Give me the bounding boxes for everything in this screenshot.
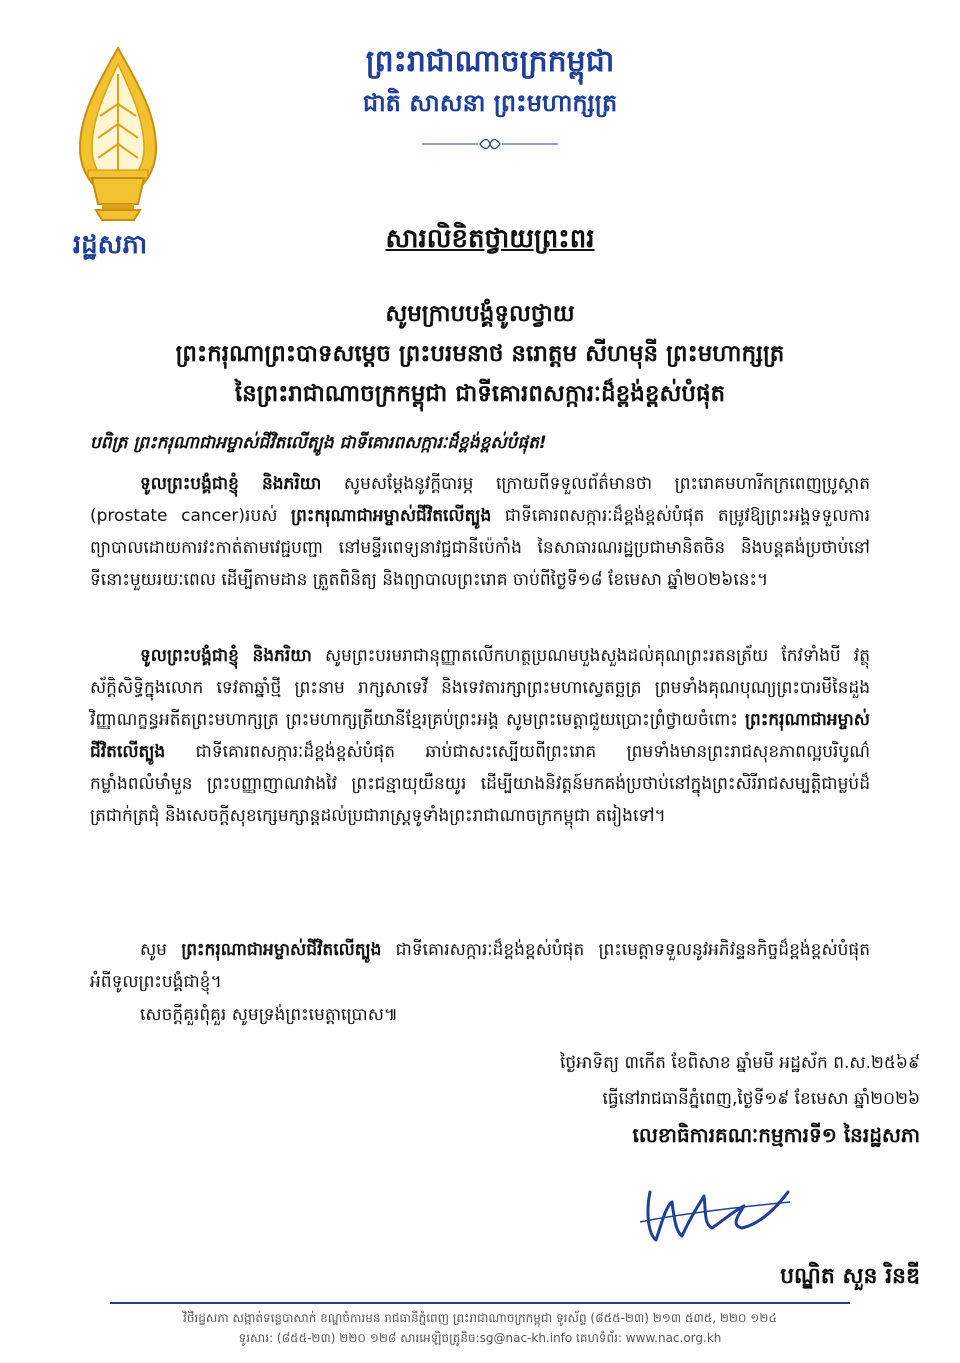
paragraph-2-king: ព្រះករុណាជាអម្ចាស់ជីវិតលើត្បូង bbox=[90, 710, 870, 762]
handwritten-signature-icon bbox=[620, 1162, 800, 1252]
heading-line-3: នៃព្រះរាជាណាចក្រកម្ពុជា ជាទីគោរពសក្ការៈដ៏ខ្ពង់ខ្ពស់បំផុត bbox=[234, 381, 726, 407]
national-motto: ជាតិ សាសនា ព្រះមហាក្សត្រ bbox=[362, 89, 618, 117]
paragraph-3-text-b: ជាទីគោរសក្ការៈដ៏ខ្ពង់ខ្ពស់បំផុត ព្រះមេត្តាទទួលនូវអភិវន្ទនកិច្ចដ៏ខ្ពង់ខ្ពស់បំផុត អំពីទូលព្រះបង្គំជាខ្ញុំ។ bbox=[90, 940, 870, 992]
paragraph-2-text-b: ជាទីគោរពសក្ការៈដ៏ខ្ពង់ខ្ពស់បំផុត ឆាប់ជាសះស្បើយពីព្រះរោគ ព្រមទាំងមានព្រះរាជសុខភាពល្អបរិបូណ៌ កម្លាំងពលំមាំមួន ព្រះបញ្ញាញាណវាងវៃ ព្រះជន្មាយុយឺនយូរ ដើម្បីយាងនិវត្តន៍មកគង់ប្រថាប់នៅក្នុងព្រះសិរីរាជសម្បត្តិជាម្លប់ដ៏ត្រជាក់ត្រជុំ និងសេចក្តីសុខក្សេមក្សាន្តដល់ប្រជារាស្ត្រទូទាំងព្រះរាជាណាចក្រកម្ពុជា តរៀងទៅ។ bbox=[90, 742, 870, 826]
salutation: បពិត្រ ព្រះករុណាជាអម្ចាស់ជីវិតលើត្បូង ជាទីគោរពសក្ការៈដ៏ខ្ពង់ខ្ពស់បំផុត! bbox=[90, 433, 547, 453]
paragraph-2 bbox=[90, 640, 870, 832]
paragraph-3-king: ព្រះករុណាជាអម្ចាស់ជីវិតលើត្បូង bbox=[181, 940, 382, 960]
paragraph-3 bbox=[90, 934, 870, 998]
lunar-date: ថ្ងៃអាទិត្យ ៣កើត ខែពិសាខ ឆ្នាំមមី អដ្ឋស័ក ព.ស.២៥៦៩ bbox=[560, 1053, 920, 1073]
footer-address: វិថីរដ្ឋសភា សង្កាត់ទន្លេបាសាក់ ខណ្ឌចំការមន រាជធានីភ្នំពេញ ព្រះរាជាណាចក្រកម្ពុជា ទូរស័ព្ទ (៨៥៥-២៣) ២១៣ ៥៣៥, ២២០ ១២៤ bbox=[183, 1311, 777, 1325]
heading-line-2: ព្រះករុណាព្រះបាទសម្តេច ព្រះបរមនាថ នរោត្តម សីហមុនី ព្រះមហាក្សត្រ bbox=[175, 341, 785, 367]
paragraph-1-king: ព្រះករុណាជាអម្ចាស់ជីវិតលើត្បូង bbox=[291, 506, 492, 526]
logo-caption: រដ្ឋសភា bbox=[72, 230, 148, 260]
paragraph-1-text-b: ជាទីគោរពសក្ការៈដ៏ខ្ពង់ខ្ពស់បំផុត តម្រូវឱ្យព្រះអង្គទទួលការព្យាបាលដោយការវះកាត់តាមវេជ្ជបញ្ជា នៅមន្ទីរពេទ្យនាវជ្ជជានីប៉េកាំង នៃសាធារណរដ្ឋប្រជាមានិតចិន និងបន្តគង់ប្រថាប់នៅទីនោះមួយរយៈពេល ដើម្បីតាមដាន ត្រួតពិនិត្យ និងព្យាបាលព្រះរោគ ចាប់ពីថ្ងៃទី១៨ ខែមេសា ឆ្នាំ២០២៦នេះ។ bbox=[90, 506, 871, 590]
heading-line-1: សូមក្រាបបង្គំទូលថ្វាយ bbox=[385, 301, 575, 327]
paragraph-2-text-a: សូមព្រះបរមរាជានុញ្ញាតលើកហត្ថប្រណមបួងសួងដល់គុណព្រះរតនត្រ័យ កែវទាំងបី វត្ថុស័ក្តិសិទ្ធិក្នុងលោក ទេវតាឆ្នាំថ្មី ព្រះនាម រាក្សសាទេវី និងទេវតារក្សាព្រះមហាស្វេតច្ឆត្រ ព្រមទាំងគុណបុណ្យព្រះបារមីនៃដួងវិញ្ញាណក្ខន្ធអតីតព្រះមហាក្សត្រ ព្រះមហាក្សត្រីយានីខ្មែរគ្រប់ព្រះអង្គ សូមព្រះមេត្តាជួយប្រោះព្រំថ្វាយចំពោះ bbox=[90, 646, 870, 730]
footer-divider bbox=[110, 1302, 850, 1304]
paragraph-1-lead: ទូលព្រះបង្គំជាខ្ញុំ និងភរិយា bbox=[140, 474, 322, 494]
paragraph-2-lead: ទូលព្រះបង្គំជាខ្ញុំ និងភរិយា bbox=[140, 646, 312, 666]
document-title: សារលិខិតថ្វាយព្រះពរ bbox=[385, 224, 595, 254]
closing-line: សេចក្តីគួរពុំគួរ សូមទ្រង់ព្រះមេត្តាប្រោស៕ bbox=[140, 1005, 398, 1025]
signatory-title: លេខាធិការគណៈកម្មការទី១ នៃរដ្ឋសភា bbox=[632, 1123, 920, 1147]
footer-contact: ទូរសារ: (៨៥៥-២៣) ២២០ ១២៨ សារអេឡិចត្រូនិច:sg@nac-kh.info គេហទំព័រ: www.nac.org.kh bbox=[238, 1331, 722, 1345]
paragraph-1-text-a: សូមសម្តែងនូវក្តីបារម្ភ ក្រោយពីទទួលព័ត៌មានថា ព្រះរោគមហារីកក្រពេញប្រូស្តាត (prostate cancer)របស់ bbox=[90, 474, 870, 526]
paragraph-1 bbox=[90, 468, 870, 596]
kingdom-heading: ព្រះរាជាណាចក្រកម្ពុជា bbox=[365, 44, 615, 79]
solar-date: ធ្វើនៅរាជធានីភ្នំពេញ,ថ្ងៃទី១៩ ខែមេសា ឆ្នាំ២០២៦ bbox=[602, 1089, 920, 1109]
paragraph-3-text-a: សូម bbox=[140, 940, 182, 960]
signer-name: បណ្ឌិត សួន រិនឌី bbox=[780, 1264, 920, 1289]
ornament-divider-icon bbox=[420, 136, 560, 152]
